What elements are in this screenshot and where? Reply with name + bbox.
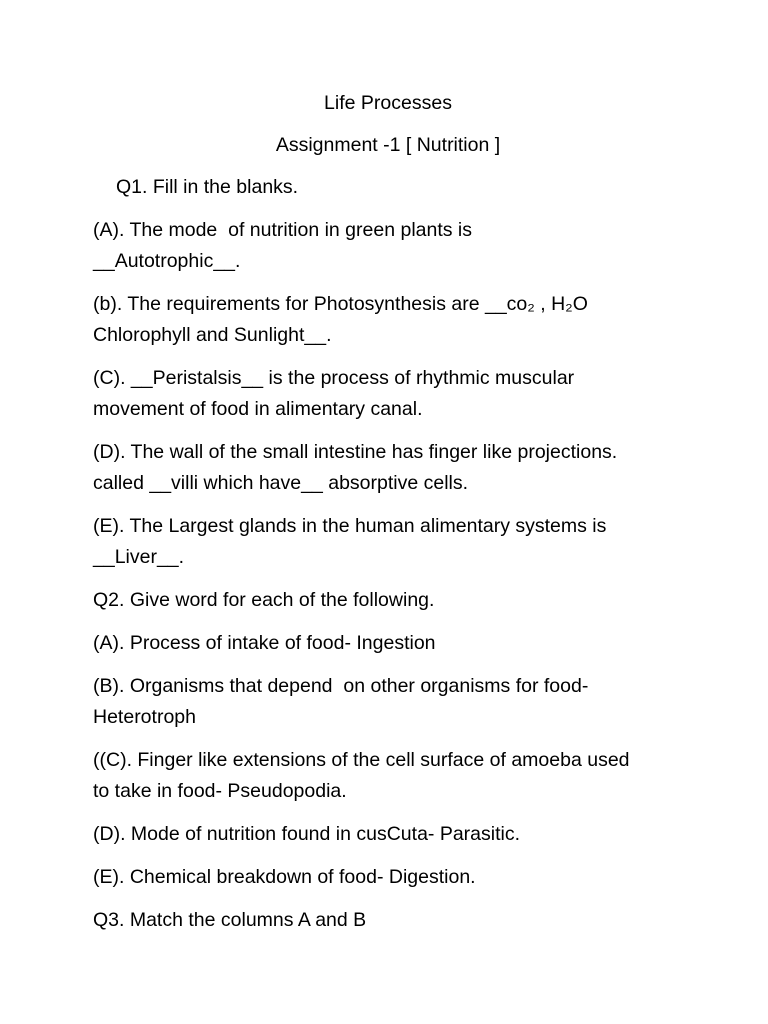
q2-item-d <box>93 819 683 850</box>
q2-item-e-line-1: (E). Chemical breakdown of food- Digestion. <box>93 866 476 888</box>
q1-item-c <box>93 363 683 425</box>
q1-item-d-line-2: called __villi which have__ absorptive cells. <box>93 472 469 494</box>
q1-item-a-line-1: (A). The mode of nutrition in green plants is <box>93 219 473 241</box>
q1-item-a <box>93 215 683 277</box>
document-title: Life Processes <box>324 92 452 114</box>
q2-item-a-line-1: (A). Process of intake of food- Ingestion <box>93 632 436 654</box>
q2-item-b-line-1: (B). Organisms that depend on other organisms for food- <box>93 675 589 697</box>
q2-item-d-line-1: (D). Mode of nutrition found in cusCuta- Parasitic. <box>93 823 521 845</box>
assignment-subtitle: Assignment -1 [ Nutrition ] <box>275 134 501 156</box>
q1-item-e-line-2: __Liver__. <box>93 546 185 568</box>
q1-item-c-line-1: (C). __Peristalsis__ is the process of rhythmic muscular <box>93 367 575 389</box>
q1-heading: Q1. Fill in the blanks. <box>116 176 299 198</box>
q2-heading: Q2. Give word for each of the following. <box>93 589 435 611</box>
q2-item-e <box>93 862 683 893</box>
q1-item-b-line-2: Chlorophyll and Sunlight__. <box>93 324 332 346</box>
q2-item-c <box>93 745 683 807</box>
q1-item-b-line-1: (b). The requirements for Photosynthesis are __co₂ , H₂O <box>93 293 588 315</box>
q1-item-e-line-1: (E). The Largest glands in the human alimentary systems is <box>93 515 607 537</box>
q2-item-b <box>93 671 683 733</box>
q2-item-a <box>93 628 683 659</box>
q1-item-c-line-2: movement of food in alimentary canal. <box>93 398 423 420</box>
document-body <box>93 88 683 948</box>
q1-item-e <box>93 511 683 573</box>
q3-heading: Q3. Match the columns A and B <box>93 909 367 931</box>
q2-item-c-line-1: ((C). Finger like extensions of the cell surface of amoeba used <box>93 749 630 771</box>
q1-item-d <box>93 437 683 499</box>
q2-item-b-line-2: Heterotroph <box>93 706 196 728</box>
q1-item-d-line-1: (D). The wall of the small intestine has finger like projections. <box>93 441 618 463</box>
q1-item-b <box>93 289 683 351</box>
q1-item-a-line-2: __Autotrophic__. <box>93 250 241 272</box>
q2-item-c-line-2: to take in food- Pseudopodia. <box>93 780 347 802</box>
